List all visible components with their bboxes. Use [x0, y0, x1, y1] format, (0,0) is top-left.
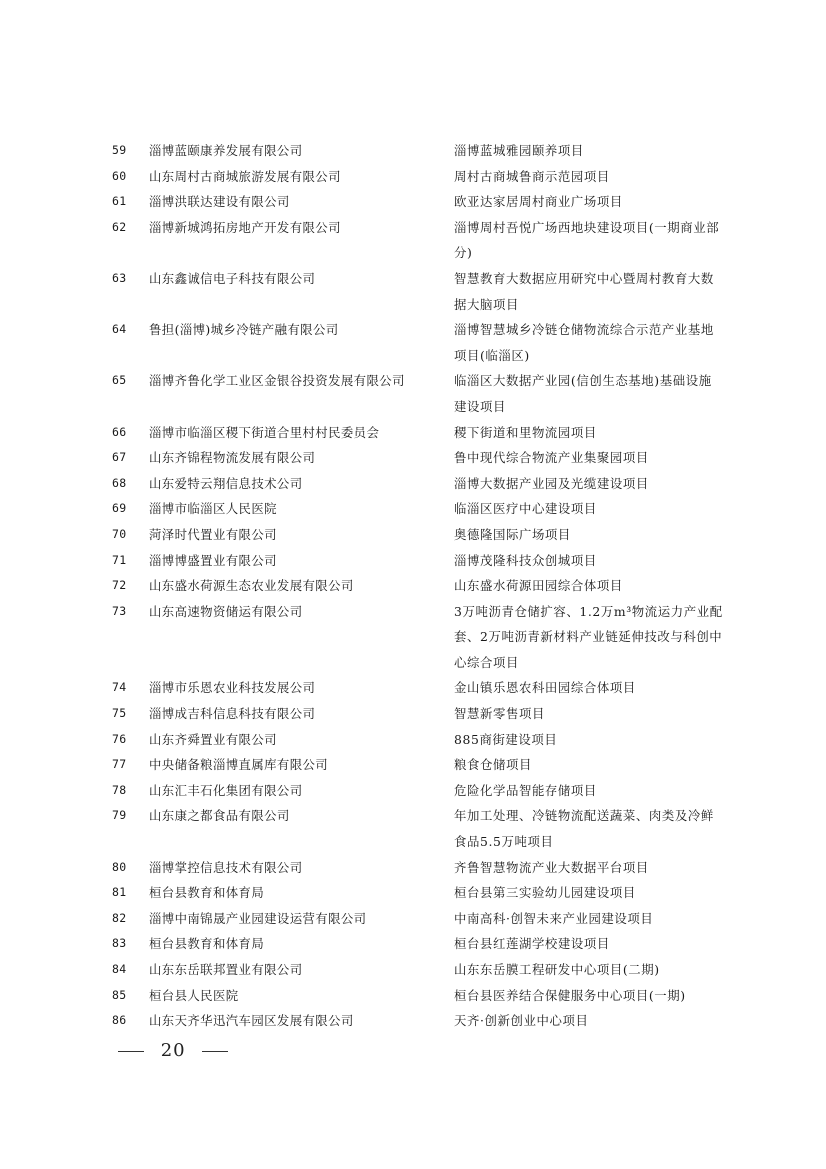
table-row: [112, 803, 732, 854]
table-row: [112, 931, 732, 957]
project-name: 临淄区医疗中心建设项目: [454, 501, 597, 517]
table-row: [112, 368, 732, 419]
table-row: [112, 471, 732, 497]
page-number: 20: [160, 1040, 186, 1061]
company-name: 淄博掌控信息技术有限公司: [149, 859, 303, 875]
company-name: 淄博博盛置业有限公司: [149, 552, 277, 568]
table-row: [112, 573, 732, 599]
company-name: 山东盛水荷源生态农业发展有限公司: [149, 578, 354, 594]
company-name: 山东爱特云翔信息技术公司: [149, 475, 303, 491]
project-name: 智慧新零售项目: [454, 706, 545, 722]
table-row: [112, 983, 732, 1009]
page-footer: [118, 1040, 228, 1061]
row-number: 85: [112, 987, 127, 1002]
table-row: [112, 189, 732, 215]
company-name: 鲁担(淄博)城乡冷链产融有限公司: [149, 322, 339, 338]
table-row: [112, 778, 732, 804]
table-row: [112, 548, 732, 574]
table-row: [112, 317, 732, 368]
project-name: 天齐·创新创业中心项目: [454, 1013, 589, 1029]
row-number: 78: [112, 782, 127, 797]
company-name: 淄博齐鲁化学工业区金银谷投资发展有限公司: [149, 373, 405, 389]
project-name: 山东盛水荷源田园综合体项目: [454, 578, 623, 594]
project-name: 淄博蓝城雅园颐养项目: [454, 143, 584, 158]
row-number: 72: [112, 578, 127, 593]
company-name: 淄博成吉科信息科技有限公司: [149, 706, 316, 722]
row-number: 70: [112, 526, 127, 541]
row-number: 84: [112, 962, 127, 976]
footer-dash-right: [202, 1051, 228, 1052]
project-name: 金山镇乐恩农科田园综合体项目: [454, 680, 636, 696]
table-row: [112, 880, 732, 906]
row-number: 79: [112, 808, 127, 823]
project-name: 淄博智慧城乡冷链仓储物流综合示范产业基地项目(临淄区): [454, 322, 714, 363]
table-row: [112, 496, 732, 522]
company-name: 菏泽时代置业有限公司: [149, 526, 277, 542]
company-name: 山东天齐华迅汽车园区发展有限公司: [149, 1013, 354, 1029]
project-name: 淄博茂隆科技众创城项目: [454, 552, 597, 568]
row-number: 66: [112, 424, 127, 439]
project-name: 粮食仓储项目: [454, 757, 532, 773]
project-name: 桓台县第三实验幼儿园建设项目: [454, 885, 636, 901]
table-row: [112, 215, 732, 266]
table-row: [112, 855, 732, 881]
company-name: 淄博市临淄区人民医院: [149, 501, 277, 517]
company-name: 中央储备粮淄博直属库有限公司: [149, 757, 329, 773]
row-number: 68: [112, 475, 127, 490]
table-row: [112, 164, 732, 190]
table-row: [112, 727, 732, 753]
table-row: [112, 445, 732, 471]
row-number: 63: [112, 270, 127, 285]
row-number: 81: [112, 885, 127, 900]
table-row: [112, 957, 732, 983]
project-name: 年加工处理、冷链物流配送蔬菜、肉类及冷鲜食品5.5万吨项目: [454, 808, 714, 850]
project-name: 山东东岳膜工程研发中心项目(二期): [454, 962, 660, 977]
table-row: [112, 138, 732, 164]
row-number: 64: [112, 322, 127, 337]
company-name: 山东东岳联邦置业有限公司: [149, 962, 303, 977]
table-row: [112, 1008, 732, 1034]
row-number: 83: [112, 936, 127, 951]
row-number: 86: [112, 1013, 127, 1028]
project-name: 淄博周村吾悦广场西地块建设项目(一期商业部分): [454, 219, 720, 261]
company-name: 山东周村古商城旅游发展有限公司: [149, 168, 341, 184]
table-row: [112, 752, 732, 778]
company-name: 淄博蓝颐康养发展有限公司: [149, 143, 303, 158]
company-name: 淄博市临淄区稷下街道合里村村民委员会: [149, 424, 380, 440]
table-row: [112, 599, 732, 676]
project-name: 桓台县红莲湖学校建设项目: [454, 936, 610, 952]
project-name: 齐鲁智慧物流产业大数据平台项目: [454, 859, 649, 875]
row-number: 76: [112, 731, 127, 746]
row-number: 77: [112, 757, 127, 772]
row-number: 62: [112, 219, 127, 234]
company-name: 淄博市乐恩农业科技发展公司: [149, 680, 316, 696]
company-name: 桓台县人民医院: [149, 987, 239, 1003]
project-name: 稷下街道和里物流园项目: [454, 424, 597, 440]
table-row: [112, 906, 732, 932]
table-row: [112, 522, 732, 548]
project-name: 奥德隆国际广场项目: [454, 526, 571, 542]
row-number: 73: [112, 603, 127, 618]
project-name: 周村古商城鲁商示范园项目: [454, 168, 610, 184]
company-name: 山东鑫诚信电子科技有限公司: [149, 270, 316, 286]
row-number: 61: [112, 194, 127, 209]
company-name: 淄博新城鸿拓房地产开发有限公司: [149, 219, 341, 235]
row-number: 65: [112, 373, 127, 388]
row-number: 75: [112, 706, 127, 721]
row-number: 67: [112, 450, 127, 465]
project-name: 885商街建设项目: [454, 731, 558, 747]
project-name: 智慧教育大数据应用研究中心暨周村教育大数据大脑项目: [454, 270, 714, 312]
project-name: 鲁中现代综合物流产业集聚园项目: [454, 450, 649, 466]
table-row: [112, 420, 732, 446]
project-name: 临淄区大数据产业园(信创生态基地)基础设施建设项目: [454, 373, 712, 414]
row-number: 71: [112, 552, 127, 567]
project-name: 桓台县医养结合保健服务中心项目(一期): [454, 987, 686, 1003]
table-row: [112, 675, 732, 701]
row-number: 82: [112, 910, 127, 925]
company-name: 桓台县教育和体育局: [149, 936, 265, 952]
row-number: 74: [112, 680, 127, 695]
company-name: 山东高速物资储运有限公司: [149, 603, 303, 619]
company-name: 桓台县教育和体育局: [149, 885, 265, 901]
project-name: 中南高科·创智未来产业园建设项目: [454, 910, 654, 926]
project-name: 淄博大数据产业园及光缆建设项目: [454, 475, 649, 491]
footer-dash-left: [118, 1051, 144, 1052]
project-name: 危险化学品智能存储项目: [454, 782, 597, 798]
company-name: 山东齐锦程物流发展有限公司: [149, 450, 316, 466]
table-row: [112, 266, 732, 317]
row-number: 60: [112, 168, 127, 183]
project-name: 3万吨沥青仓储扩容、1.2万m³物流运力产业配套、2万吨沥青新材料产业链延伸技改与科创中心综合项目: [454, 603, 723, 670]
project-name: 欧亚达家居周村商业广场项目: [454, 194, 623, 210]
company-name: 淄博洪联达建设有限公司: [149, 194, 290, 210]
company-name: 山东康之都食品有限公司: [149, 808, 290, 824]
row-number: 80: [112, 859, 127, 874]
table-row: [112, 701, 732, 727]
row-number: 59: [112, 143, 127, 157]
company-name: 淄博中南锦晟产业园建设运营有限公司: [149, 910, 367, 926]
row-number: 69: [112, 501, 127, 516]
company-name: 山东齐舜置业有限公司: [149, 731, 277, 747]
project-table: [112, 138, 732, 1034]
company-name: 山东汇丰石化集团有限公司: [149, 782, 303, 798]
